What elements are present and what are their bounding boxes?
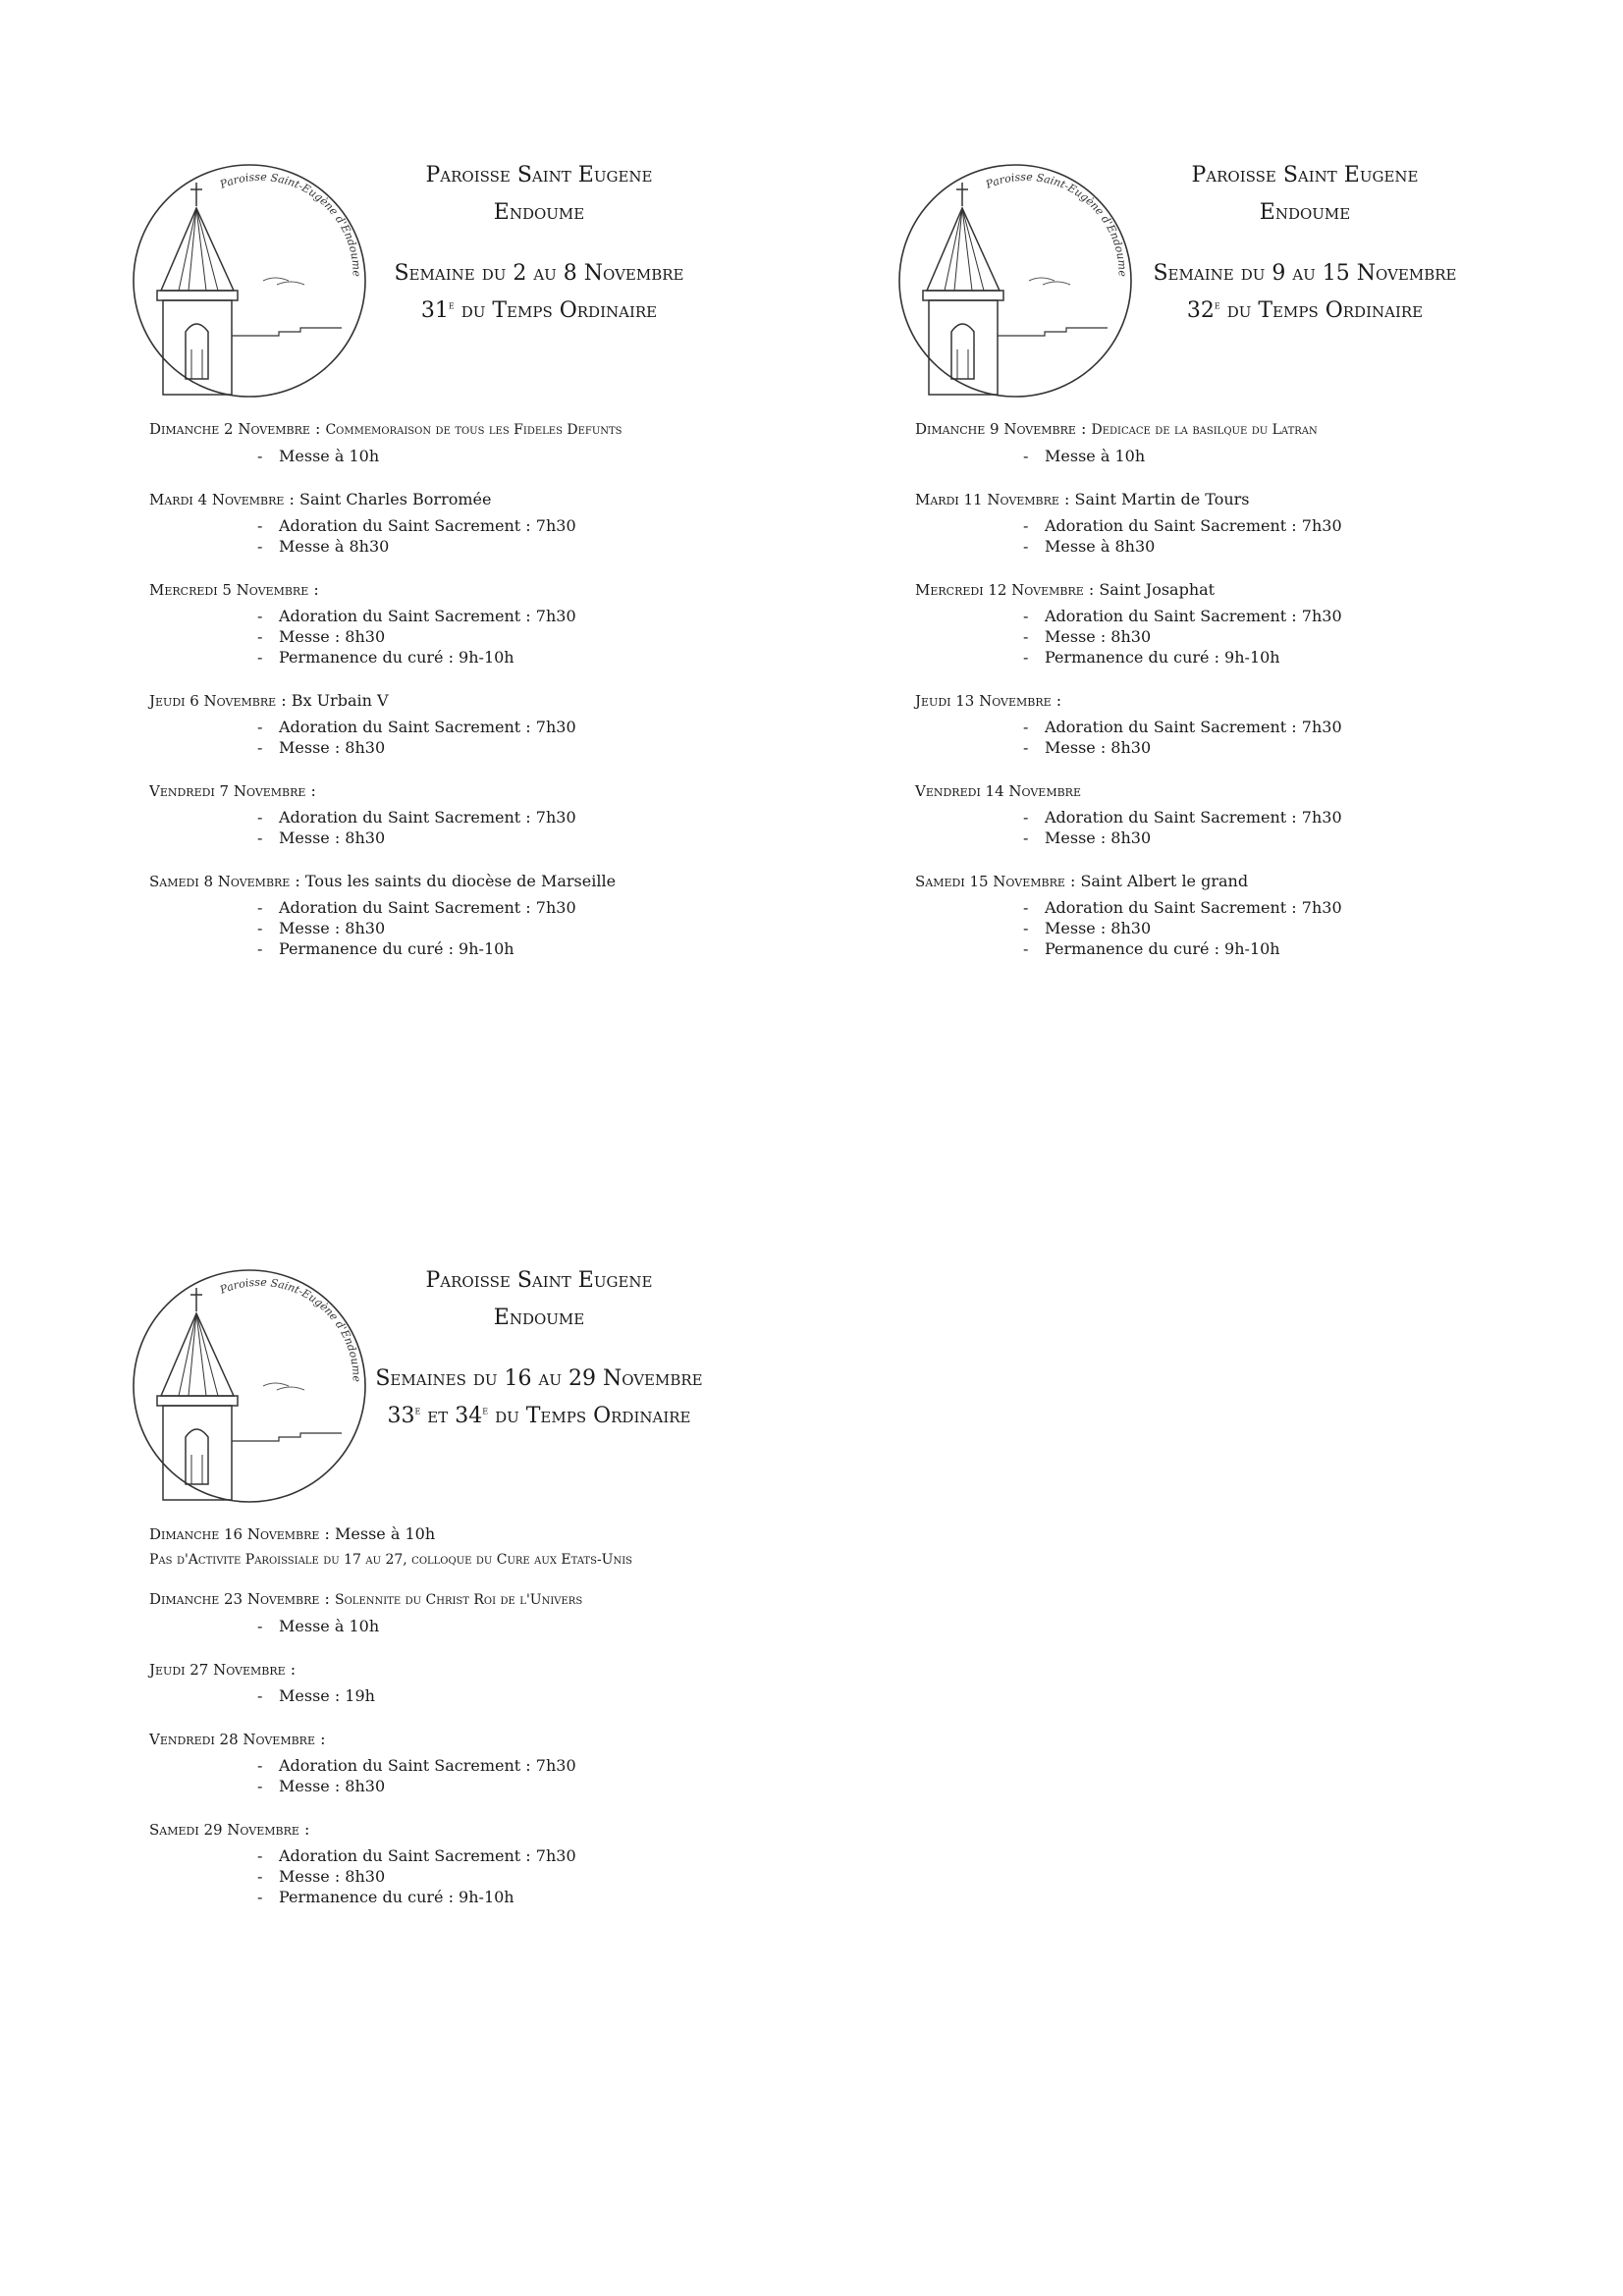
liturgical-week: 31e du Temps Ordinaire bbox=[420, 297, 658, 323]
day-entry: Vendredi 28 Novembre : - Adoration du Saint Sacrement : 7h30 - Messe : 8h30 bbox=[149, 1729, 876, 1796]
parish-logo bbox=[897, 163, 1133, 399]
schedule-item: - Adoration du Saint Sacrement : 7h30 bbox=[1023, 807, 1623, 828]
schedule-item: - Messe : 8h30 bbox=[257, 918, 876, 938]
schedule-item: - Messe : 8h30 bbox=[257, 626, 876, 647]
day-entry: Dimanche 23 Novembre : Solennite du Christ Roi de l'Univers - Messe à 10h bbox=[149, 1588, 876, 1636]
district-name: Endoume bbox=[1259, 200, 1351, 225]
schedule-item: - Messe : 8h30 bbox=[257, 828, 876, 848]
schedule-item: - Messe : 8h30 bbox=[1023, 626, 1623, 647]
day-entry: Samedi 8 Novembre : Tous les saints du diocèse de Marseille - Adoration du Saint Sacrement : 7h30 - Messe : 8h30 - Permanence du curé : 9h-10h bbox=[149, 871, 876, 959]
church-tower-logo-icon bbox=[897, 163, 1133, 399]
schedule-item: - Adoration du Saint Sacrement : 7h30 bbox=[257, 717, 876, 737]
schedule-item: - Messe à 10h bbox=[1023, 446, 1623, 466]
week-range: Semaine du 9 au 15 Novembre bbox=[1153, 261, 1457, 286]
schedule-item: - Messe : 8h30 bbox=[1023, 828, 1623, 848]
day-entry: Jeudi 27 Novembre : - Messe : 19h bbox=[149, 1659, 876, 1706]
weekly-schedule bbox=[149, 1523, 876, 1930]
parish-name: Paroisse Saint Eugene bbox=[425, 1268, 653, 1293]
schedule-item: - Messe à 10h bbox=[257, 1616, 876, 1636]
day-entry: Mercredi 5 Novembre : - Adoration du Saint Sacrement : 7h30 - Messe : 8h30 - Permanence du curé : 9h-10h bbox=[149, 579, 876, 667]
svg-text:Paroisse Saint-Eugène d'Endoum: Paroisse Saint-Eugène d'Endoume bbox=[218, 1275, 363, 1382]
schedule-item: - Messe : 19h bbox=[257, 1685, 876, 1706]
schedule-item: - Permanence du curé : 9h-10h bbox=[257, 1887, 876, 1907]
weekly-schedule bbox=[149, 418, 876, 982]
week-range: Semaines du 16 au 29 Novembre bbox=[375, 1366, 703, 1391]
schedule-item: - Adoration du Saint Sacrement : 7h30 bbox=[257, 1845, 876, 1866]
day-entry: Dimanche 16 Novembre : Messe à 10h bbox=[149, 1524, 436, 1543]
schedule-item: - Adoration du Saint Sacrement : 7h30 bbox=[257, 515, 876, 536]
day-entry: Jeudi 13 Novembre : - Adoration du Saint Sacrement : 7h30 - Messe : 8h30 bbox=[915, 690, 1623, 758]
day-entry: Vendredi 14 Novembre - Adoration du Saint Sacrement : 7h30 - Messe : 8h30 bbox=[915, 780, 1623, 848]
schedule-item: - Permanence du curé : 9h-10h bbox=[1023, 647, 1623, 667]
schedule-item: - Permanence du curé : 9h-10h bbox=[257, 938, 876, 959]
parish-name: Paroisse Saint Eugene bbox=[1191, 163, 1419, 187]
svg-text:Paroisse Saint-Eugène d'Endoum: Paroisse Saint-Eugène d'Endoume bbox=[218, 170, 363, 277]
church-tower-logo-icon bbox=[132, 163, 367, 399]
schedule-item: - Adoration du Saint Sacrement : 7h30 bbox=[1023, 897, 1623, 918]
parish-logo bbox=[132, 163, 367, 399]
day-entry: Vendredi 7 Novembre : - Adoration du Saint Sacrement : 7h30 - Messe : 8h30 bbox=[149, 780, 876, 848]
bulletin-header bbox=[387, 157, 691, 330]
schedule-item: - Messe : 8h30 bbox=[1023, 737, 1623, 758]
day-entry: Jeudi 6 Novembre : Bx Urbain V - Adoration du Saint Sacrement : 7h30 - Messe : 8h30 bbox=[149, 690, 876, 758]
schedule-item: - Adoration du Saint Sacrement : 7h30 bbox=[257, 1755, 876, 1776]
bulletin-header bbox=[1153, 157, 1457, 330]
day-entry: Samedi 29 Novembre : - Adoration du Saint Sacrement : 7h30 - Messe : 8h30 - Permanence du curé : 9h-10h bbox=[149, 1819, 876, 1907]
schedule-item: - Messe : 8h30 bbox=[257, 737, 876, 758]
day-entry: Dimanche 2 Novembre : Commemoraison de tous les Fideles Defunts - Messe à 10h bbox=[149, 418, 876, 466]
bulletin-header bbox=[367, 1262, 711, 1435]
weekly-schedule bbox=[915, 418, 1623, 982]
district-name: Endoume bbox=[493, 200, 585, 225]
schedule-item: - Permanence du curé : 9h-10h bbox=[257, 647, 876, 667]
svg-text:Paroisse Saint-Eugène d'Endoum: Paroisse Saint-Eugène d'Endoume bbox=[984, 170, 1129, 277]
schedule-item: - Messe : 8h30 bbox=[257, 1776, 876, 1796]
day-entry: Mardi 11 Novembre : Saint Martin de Tours - Adoration du Saint Sacrement : 7h30 - Messe à 8h30 bbox=[915, 489, 1623, 557]
schedule-item: - Messe à 8h30 bbox=[257, 536, 876, 557]
schedule-item: - Permanence du curé : 9h-10h bbox=[1023, 938, 1623, 959]
schedule-item: - Messe à 8h30 bbox=[1023, 536, 1623, 557]
schedule-item: - Messe : 8h30 bbox=[257, 1866, 876, 1887]
parish-name: Paroisse Saint Eugene bbox=[425, 163, 653, 187]
schedule-item: - Adoration du Saint Sacrement : 7h30 bbox=[1023, 515, 1623, 536]
schedule-item: - Adoration du Saint Sacrement : 7h30 bbox=[257, 606, 876, 626]
schedule-item: - Adoration du Saint Sacrement : 7h30 bbox=[1023, 606, 1623, 626]
parish-notice: Pas d'Activite Paroissiale du 17 au 27, colloque du Cure aux Etats-Unis bbox=[149, 1552, 633, 1568]
day-entry: Samedi 15 Novembre : Saint Albert le grand - Adoration du Saint Sacrement : 7h30 - Messe : 8h30 - Permanence du curé : 9h-10h bbox=[915, 871, 1623, 959]
schedule-item: - Messe à 10h bbox=[257, 446, 876, 466]
schedule-item: - Adoration du Saint Sacrement : 7h30 bbox=[257, 897, 876, 918]
district-name: Endoume bbox=[493, 1306, 585, 1330]
church-tower-logo-icon bbox=[132, 1268, 367, 1504]
schedule-item: - Adoration du Saint Sacrement : 7h30 bbox=[1023, 717, 1623, 737]
day-entry: Mardi 4 Novembre : Saint Charles Borromée - Adoration du Saint Sacrement : 7h30 - Messe à 8h30 bbox=[149, 489, 876, 557]
liturgical-week: 33e et 34e du Temps Ordinaire bbox=[387, 1403, 691, 1428]
day-entry: Dimanche 9 Novembre : Dedicace de la basilque du Latran - Messe à 10h bbox=[915, 418, 1623, 466]
day-entry: Mercredi 12 Novembre : Saint Josaphat - Adoration du Saint Sacrement : 7h30 - Messe : 8h30 - Permanence du curé : 9h-10h bbox=[915, 579, 1623, 667]
schedule-item: - Messe : 8h30 bbox=[1023, 918, 1623, 938]
week-range: Semaine du 2 au 8 Novembre bbox=[394, 261, 684, 286]
parish-logo bbox=[132, 1268, 367, 1504]
schedule-item: - Adoration du Saint Sacrement : 7h30 bbox=[257, 807, 876, 828]
liturgical-week: 32e du Temps Ordinaire bbox=[1186, 297, 1424, 323]
